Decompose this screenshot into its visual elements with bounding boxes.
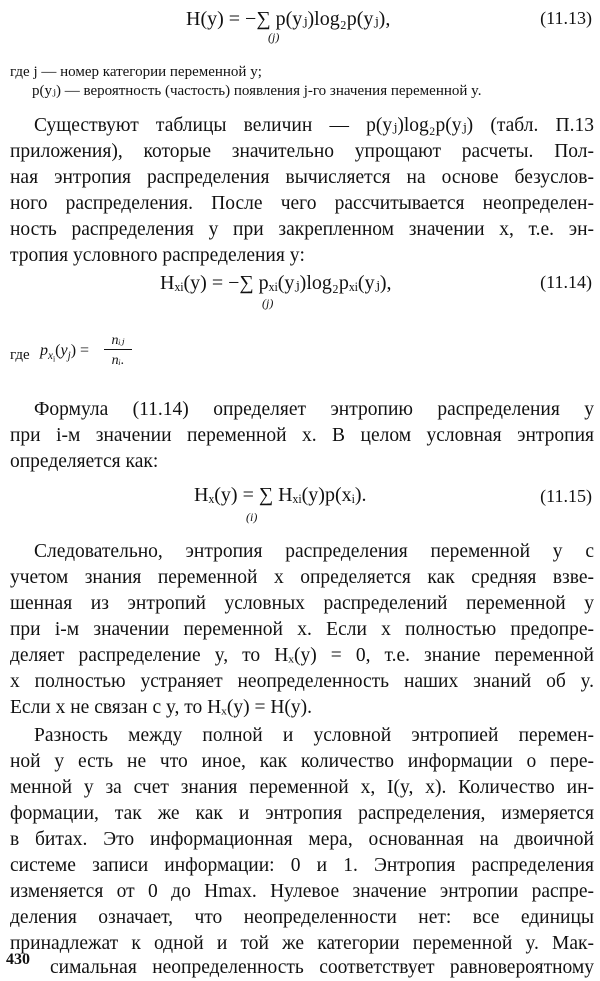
text-line: симальная неопределенность соответствует равновероятному — [50, 957, 594, 978]
text-line: принадлежат к одной и той же категории переменной y. Мак- — [10, 933, 594, 954]
text-line: Если x не связан с y, то Hₓ(y) = H(y). — [10, 697, 313, 718]
text-line: ной y есть не что иное, как количество информации о пере- — [10, 751, 594, 772]
text-line: приложения), которые значительно упрощают расчеты. Пол- — [10, 141, 594, 162]
text-line: при i-м значении переменной x. Если x полностью предопре- — [10, 619, 594, 640]
text-line: учетом знания переменной x определяется как средняя взве- — [10, 567, 594, 588]
equation-11-15: Hₓ(y) = ∑ Hₓᵢ(y)p(xᵢ). — [194, 484, 367, 506]
text-line: менной y за счет знания переменной x, I(y, x). Количество ин- — [10, 777, 594, 798]
text-line: изменяется от 0 до Hmax. Нулевое значение энтропии распре- — [10, 881, 594, 902]
text-line: Разность между полной и условной энтропией перемен- — [34, 725, 594, 746]
text-line: деляет распределение y, то Hₓ(y) = 0, т.е. знание переменной — [10, 645, 594, 666]
text-line: ного распределения. После чего рассчитывается неопределен- — [10, 193, 594, 214]
text-line: формации, так же как и энтропия распределения, измеряется — [10, 803, 594, 824]
where-expression: $p_{x_i}(y_j)$ = — [40, 342, 90, 364]
text-line: тропия условного распределения y: — [10, 245, 305, 266]
text-line: при i-м значении переменной x. В целом условная энтропия — [10, 425, 594, 446]
definition-j: где j — номер категории переменной y; — [10, 64, 262, 80]
text-line: Следовательно, энтропия распределения переменной y с — [34, 541, 594, 562]
page-number: 430 — [6, 951, 30, 968]
fraction-denominator: nᵢ. — [111, 353, 125, 368]
fraction-numerator: nᵢⱼ — [104, 332, 132, 350]
text-line: Существуют таблицы величин — p(yⱼ)log₂p(yⱼ) (табл. П.13 — [34, 115, 594, 136]
text-line: ная энтропия распределения вычисляется на основе безуслов- — [10, 167, 594, 188]
equation-11-13: H(y) = −∑ p(yⱼ)log₂p(yⱼ), — [186, 8, 391, 30]
equation-11-15-index: (i) — [246, 510, 258, 524]
definition-p: p(yⱼ) — вероятность (частость) появления j-го значения переменной y. — [32, 83, 482, 99]
equation-11-14-index: (j) — [262, 296, 274, 310]
equation-11-13-number: (11.13) — [540, 8, 592, 28]
equation-11-14: Hₓᵢ(y) = −∑ pₓᵢ(yⱼ)log₂pₓᵢ(yⱼ), — [160, 272, 392, 294]
text-line: ность распределения y при закрепленном значении x, т.е. эн- — [10, 219, 594, 240]
text-line: Формула (11.14) определяет энтропию распределения y — [34, 399, 594, 420]
text-line: шенная из энтропий условных распределений переменной y — [10, 593, 594, 614]
text-line: x полностью устраняет неопределенность наших знаний об y. — [10, 671, 594, 692]
equation-11-13-index: (j) — [268, 30, 280, 44]
where-label: где — [10, 347, 30, 363]
text-line: в битах. Это информационная мера, основанная на двоичной — [10, 829, 594, 850]
text-line: деления означает, что неопределенности нет: все единицы — [10, 907, 594, 928]
equation-11-15-number: (11.15) — [540, 486, 592, 506]
equation-11-14-number: (11.14) — [540, 272, 592, 292]
text-line: определяется как: — [10, 451, 159, 472]
text-line: системе записи информации: 0 и 1. Энтропия распределения — [10, 855, 594, 876]
